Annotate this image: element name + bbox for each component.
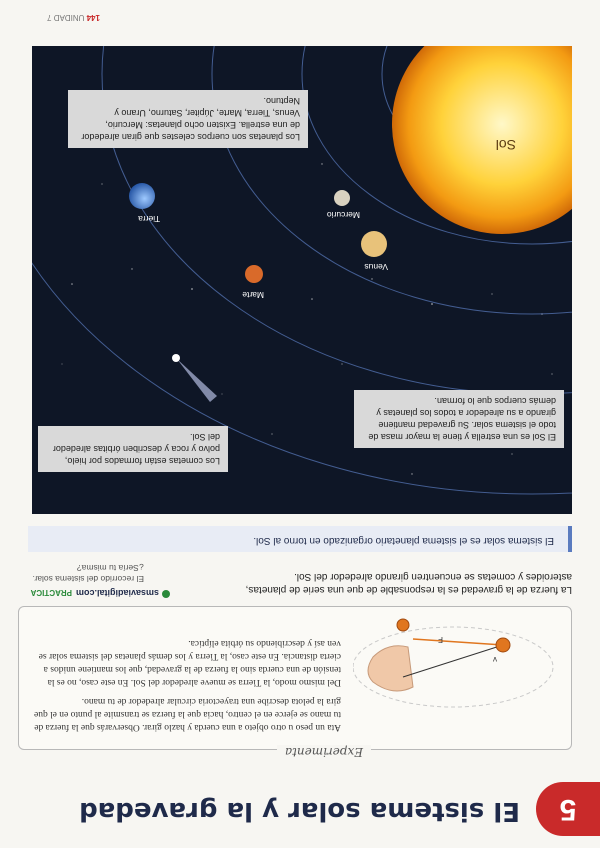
svg-text:v: v: [493, 655, 497, 664]
smsavia-brand: smsaviadigital.com: [75, 588, 159, 598]
callout-planets: Los planetas son cuerpos celestes que giran alrededor de una estrella. Existen ocho planetas: Mercurio, Venus, Tierra, Marte, Júpiter, Saturno, Urano y Neptuno.: [68, 90, 308, 148]
smsavia-question: El recorrido del sistema solar. ¿Sería tu misma?: [32, 563, 144, 584]
marte-planet: [245, 265, 263, 283]
experiment-paragraph-2: Del mismo modo, la Tierra se mueve alrededor del Sol. En este caso, no es la tensión de una cuerda sino la fuerza de la gravedad, que los mantiene unidos a cierta distancia. En este caso, la Tierra y los demás planetas del sistema solar se ven así y describiendo su órbita elíptica.: [38, 638, 341, 687]
label-marte: Marte: [242, 290, 264, 300]
experiment-text: [31, 636, 341, 733]
hand-swinging-ball-illustration: [353, 617, 563, 737]
tierra-planet: [129, 183, 155, 209]
section-header: [0, 782, 600, 836]
experiment-paragraph-1: Ata un peso u otro objeto a una cuerda y hazlo girar. Observarás que la fuerza de tu mano se ejerce en el centro, hacia que la fuerza se transmite al punto en el que gira la pelota describe una trayectoria circular alrededor de tu mano.: [33, 696, 341, 732]
page-title: El sistema solar y la gravedad: [79, 796, 520, 826]
summary-text: El sistema solar es el sistema planetario organizado en torno al Sol.: [253, 535, 554, 546]
unit-label: UNIDAD 7: [47, 13, 85, 22]
callout-sol: El Sol es una estrella y tiene la mayor masa de todo el sistema solar. Su gravedad mantiene girando a su alrededor a todos los planetas y demás cuerpos que lo forman.: [354, 390, 564, 448]
section-number-badge: 5: [536, 782, 600, 836]
experiment-box: [18, 606, 572, 759]
mercurio-planet: [334, 190, 350, 206]
svg-text:F: F: [438, 635, 443, 644]
intro-paragraph: La fuerza de la gravedad es la responsable de que una serie de planetas, asteroides y cometas se encuentren girando alrededor del Sol.: [245, 571, 572, 595]
globe-icon: [162, 590, 170, 598]
label-mercurio: Mercurio: [326, 210, 360, 220]
practice-tag: PRACTICA: [30, 588, 72, 597]
callout-comet: Los cometas están formados por hielo, polvo y roca y describen órbitas alrededor del Sol.: [38, 426, 228, 472]
label-tierra: Tierra: [138, 214, 160, 224]
summary-bar: [28, 526, 572, 552]
venus-planet: [361, 231, 387, 257]
experiment-label: Experimenta: [277, 745, 371, 759]
label-venus: Venus: [364, 262, 388, 272]
page-number: 144: [86, 13, 100, 22]
page-footer: [47, 13, 100, 22]
smsavia-link[interactable]: [10, 588, 170, 598]
label-sol: Sol: [495, 137, 516, 153]
